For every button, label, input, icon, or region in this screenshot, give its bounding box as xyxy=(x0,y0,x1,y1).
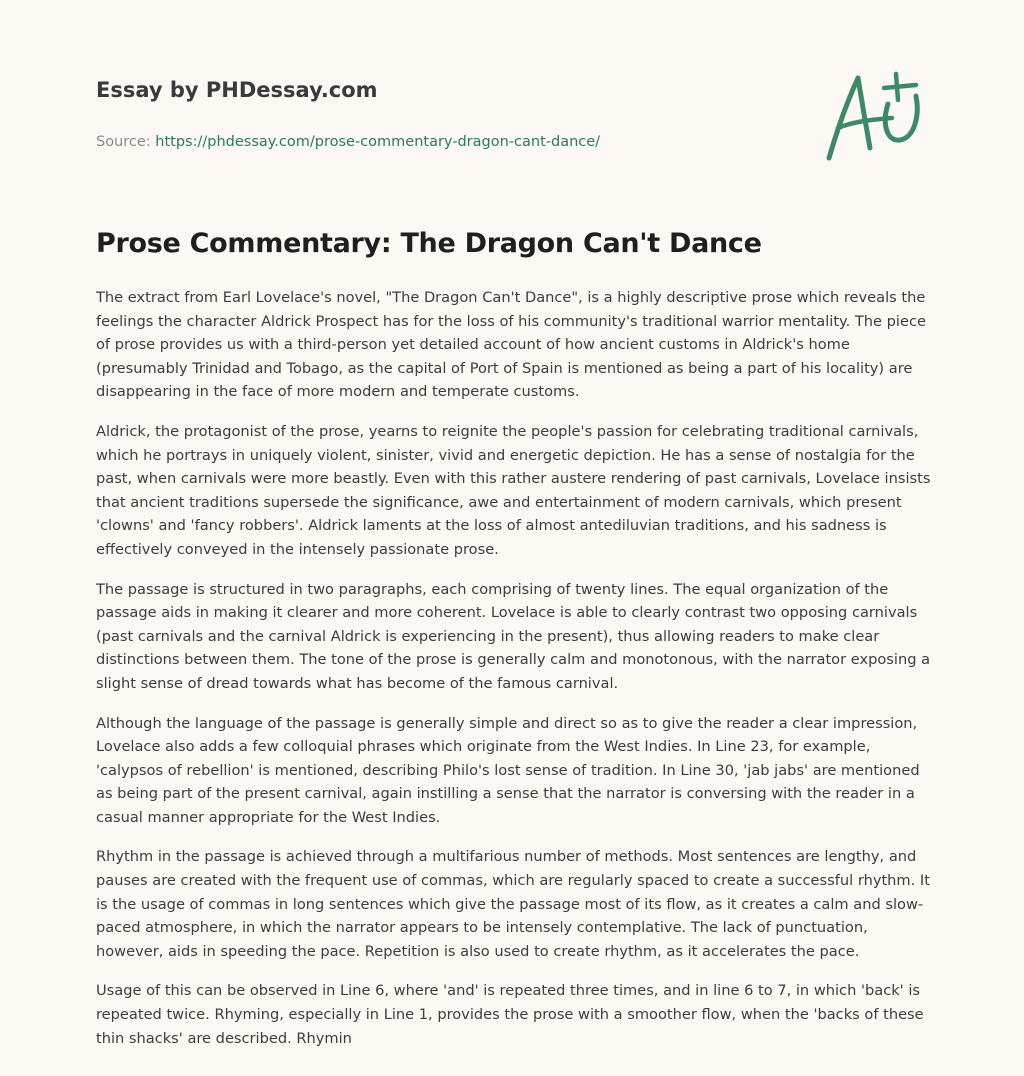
paragraph: The passage is structured in two paragraphs, each comprising of twenty lines. The equal organization of the passage aids in making it clearer and more coherent. Lovelace is able to clearly contrast two opposing carnivals (past carnivals and the carnival Aldrick is experiencing in the present), thus allowing readers to make clear distinctions between them. The tone of the prose is generally calm and monotonous, with the narrator exposing a slight sense of dread towards what has become of the famous carnival. xyxy=(96,580,931,692)
source-label: Source: xyxy=(96,134,156,150)
paragraph: Rhythm in the passage is achieved through a multifarious number of methods. Most sentences are lengthy, and pauses are created with the frequent use of commas, which are regularly spaced to create a successful rhythm. It is the usage of commas in long sentences which give the passage most of its flow, as it creates a calm and slow-paced atmosphere, in which the narrator appears to be intensely contemplative. The lack of punctuation, however, aids in speeding the pace. Repetition is also used to create rhythm, as it accelerates the pace. xyxy=(96,848,930,960)
essay-body xyxy=(96,286,936,1066)
paragraph: Aldrick, the protagonist of the prose, yearns to reignite the people's passion for celebrating traditional carnivals, which he portrays in uniquely violent, sinister, vivid and energetic depiction. He has a sense of nostalgia for the past, when carnivals were more beastly. Even with this rather austere rendering of past carnivals, Lovelace insists that ancient traditions supersede the significance, awe and entertainment of modern carnivals, which present 'clowns' and 'fancy robbers'. Aldrick laments at the loss of almost antediluvian traditions, and his sadness is effectively conveyed in the intensely passionate prose. xyxy=(96,422,931,558)
source-link[interactable]: https://phdessay.com/prose-commentary-dragon-cant-dance/ xyxy=(155,134,601,150)
source-line xyxy=(96,132,776,152)
essay-title: Prose Commentary: The Dragon Can't Dance xyxy=(96,228,762,259)
paragraph: Although the language of the passage is generally simple and direct so as to give the reader a clear impression, Lovelace also adds a few colloquial phrases which originate from the West Indies. In Line 23, for example, 'calypsos of rebellion' is mentioned, describing Philo's lost sense of tradition. In Line 30, 'jab jabs' are mentioned as being part of the present carnival, again instilling a sense that the narrator is conversing with the reader in a casual manner appropriate for the West Indies. xyxy=(96,714,920,826)
essay-header xyxy=(96,72,776,152)
paragraph: The extract from Earl Lovelace's novel, "The Dragon Can't Dance", is a highly descriptive prose which reveals the feelings the character Aldrick Prospect has for the loss of his community's traditional warrior mentality. The piece of prose provides us with a third-person yet detailed account of how ancient customs in Aldrick's home (presumably Trinidad and Tobago, as the capital of Port of Spain is mentioned as being a part of his locality) are disappearing in the face of more modern and temperate customs. xyxy=(96,289,926,401)
a-plus-logo-svg xyxy=(820,70,930,162)
site-brand: Essay by PHDessay.com xyxy=(96,78,378,102)
a-plus-grade-icon xyxy=(820,70,930,162)
paragraph: Usage of this can be observed in Line 6, where 'and' is repeated three times, and in line 6 to 7, in which 'back' is repeated twice. Rhyming, especially in Line 1, provides the prose with a smoother flow, when the 'backs of these thin shacks' are described. Rhymin xyxy=(96,982,924,1047)
